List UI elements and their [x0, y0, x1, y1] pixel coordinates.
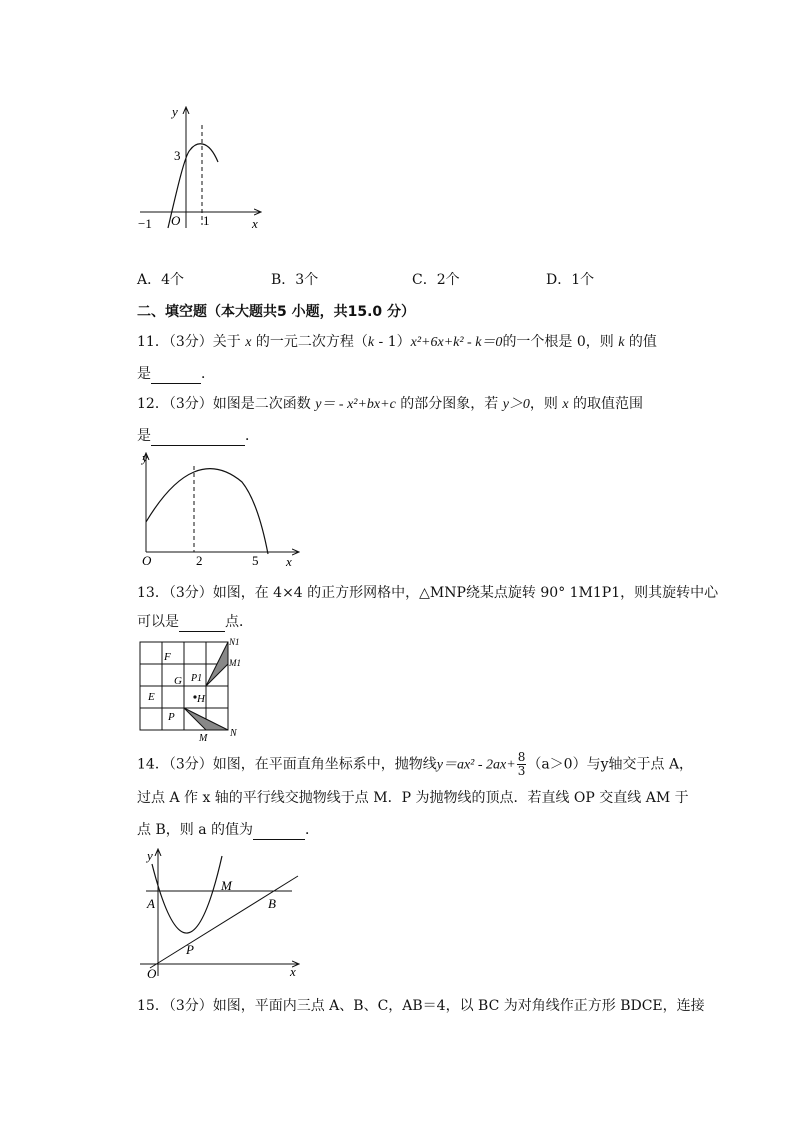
x-neg-one-label: −1: [138, 216, 152, 231]
q13-line1: 13．（3分）如图，在 4×4 的正方形网格中，△MNP绕某点旋转 90° 1M1P1，则其旋转中心: [137, 585, 719, 601]
label-p: P: [168, 711, 175, 723]
q10-parabola-figure: [130, 100, 270, 235]
q11-line2: 是 ．: [137, 366, 215, 382]
parabola-curve: [146, 469, 268, 554]
label-h: H: [197, 693, 205, 705]
label-g: G: [174, 675, 182, 687]
x-label: x: [252, 216, 258, 231]
answer-blank[interactable]: [179, 617, 225, 632]
label-b: B: [268, 896, 276, 911]
origin-label: O: [171, 213, 181, 228]
label-m1: M1: [229, 658, 241, 668]
q13-line2: 可以是 点．: [137, 614, 253, 630]
label-n1: N1: [229, 637, 240, 647]
origin-label: O: [147, 966, 157, 980]
grid-lines: [140, 642, 228, 730]
label-p: P: [186, 942, 194, 957]
option-d[interactable]: D．1个: [546, 272, 595, 288]
x-label: x: [286, 554, 292, 569]
label-f: F: [164, 651, 171, 663]
q14-figure: [138, 846, 308, 980]
label-p1: P1: [191, 673, 203, 684]
label-m: M: [221, 878, 232, 893]
option-b[interactable]: B．3个: [271, 272, 319, 288]
parabola-curve: [152, 856, 222, 933]
label-n: N: [230, 728, 237, 739]
y-label: y: [172, 104, 178, 119]
answer-blank[interactable]: [151, 369, 201, 384]
q12-parabola-figure: [138, 452, 308, 570]
option-c[interactable]: C．2个: [412, 272, 460, 288]
q13-grid-figure: [136, 636, 251, 742]
q11-line1: 11．（3分）关于 x 的一元二次方程（k - 1）x²+6x+k² - k＝0的一个根是 0，则 k 的值: [137, 334, 657, 350]
x-two-label: 2: [196, 553, 203, 568]
y-intercept-label: 3: [174, 148, 181, 163]
x-five-label: 5: [252, 553, 259, 568]
section-heading: 二、填空题（本大题共5 小题，共15.0 分）: [137, 304, 416, 320]
q14-line2: 过点 A 作 x 轴的平行线交抛物线于点 M．P 为抛物线的顶点．若直线 OP 交直线 AM 于: [137, 790, 689, 806]
answer-blank[interactable]: [151, 431, 245, 446]
label-a: A: [147, 896, 155, 911]
x-label: x: [290, 964, 296, 979]
origin-label: O: [142, 553, 152, 568]
x-one-label: 1: [203, 213, 210, 228]
q12-line2: 是 ．: [137, 428, 259, 444]
label-m: M: [199, 733, 208, 742]
q14-line3: 点 B，则 a 的值为 ．: [137, 822, 319, 838]
fraction-8-3: $\frac{8}{3}$: [517, 750, 526, 778]
y-label: y: [142, 452, 148, 465]
y-label: y: [147, 848, 153, 863]
option-a[interactable]: A．4个: [137, 272, 185, 288]
q12-line1: 12．（3分）如图是二次函数 y＝ - x²+bx+c 的部分图象，若 y＞0，则 x 的取值范围: [137, 396, 644, 412]
q15-line1: 15．（3分）如图，平面内三点 A、B、C，AB＝4，以 BC 为对角线作正方形 BDCE，连接: [137, 998, 705, 1014]
answer-blank[interactable]: [253, 825, 305, 840]
q14-line1: 14．（3分）如图，在平面直角坐标系中，抛物线y＝ax² - 2ax+ $\frac{8}{3}$ （a＞0）与y轴交于点 A，: [137, 750, 694, 778]
label-e: E: [148, 691, 155, 703]
